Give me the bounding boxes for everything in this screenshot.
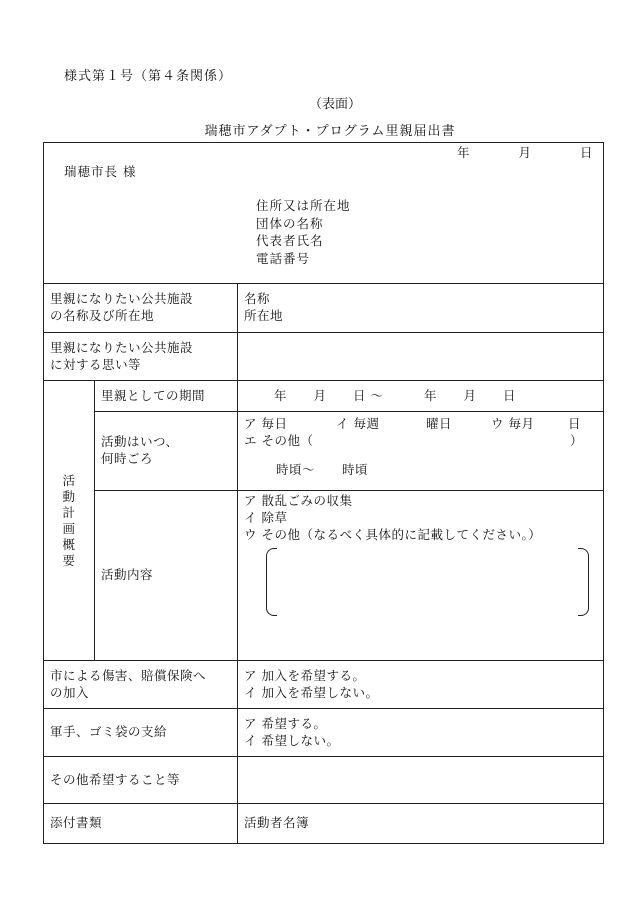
schedule-options-line2 [244, 433, 603, 450]
supplies-label: 軍手、ゴミ袋の支給 [44, 709, 238, 757]
application-form-table [43, 142, 604, 844]
bracket-left [266, 548, 277, 616]
vertical-char: 計 [62, 504, 76, 520]
other-row [44, 757, 604, 804]
period-row [44, 381, 604, 412]
time-to-label[interactable]: 時頃 [342, 462, 369, 477]
facility-name-field[interactable]: 名称 [244, 291, 271, 307]
vertical-char: 概 [62, 536, 76, 552]
vertical-char: 画 [62, 520, 76, 536]
representative-field[interactable]: 代表者氏名 [256, 233, 324, 248]
facility-label-line2: の名称及び所在地 [50, 308, 155, 323]
schedule-options-line1 [244, 416, 603, 433]
applicant-row [44, 143, 604, 284]
period-value[interactable] [238, 381, 604, 412]
monthday-label: 日 [568, 416, 582, 431]
insurance-value [238, 661, 604, 709]
content-litter-option[interactable]: ア 散乱ごみの収集 [244, 493, 353, 508]
facility-label-line1: 里親になりたい公共施設 [50, 291, 194, 307]
period-year-to: 年 [423, 387, 437, 403]
supplies-row [44, 709, 604, 757]
period-day-from: 日 ～ [353, 387, 384, 403]
facility-location-field[interactable]: 所在地 [244, 308, 284, 323]
vertical-char: 動 [62, 488, 76, 504]
thoughts-row [44, 333, 604, 381]
other-label: その他希望すること等 [44, 757, 238, 804]
schedule-monthly-option[interactable]: ウ 毎月 [491, 416, 535, 431]
vertical-char: 活 [62, 472, 76, 488]
phone-field[interactable]: 電話番号 [256, 250, 311, 266]
attachments-label: 添付書類 [44, 804, 238, 844]
time-line [244, 456, 603, 480]
content-label: 活動内容 [95, 491, 238, 661]
content-weeding-option[interactable]: イ 除草 [244, 509, 288, 525]
schedule-daily-option[interactable]: ア 毎日 [244, 416, 288, 431]
attachments-value: 活動者名簿 [238, 804, 604, 844]
bracket-right [578, 548, 589, 616]
insurance-label [44, 661, 238, 709]
facility-value[interactable] [238, 284, 604, 333]
thoughts-label-line2: に対する思い等 [50, 356, 142, 372]
insurance-no-option[interactable]: イ 加入を希望しない。 [244, 684, 379, 700]
thoughts-label-line1: 里親になりたい公共施設 [50, 339, 194, 355]
content-other-input[interactable] [266, 548, 589, 614]
applicant-info [256, 197, 351, 267]
activity-plan-vertical-label [44, 381, 95, 661]
address-field[interactable]: 住所又は所在地 [256, 198, 351, 213]
other-value[interactable] [238, 757, 604, 804]
period-month-to: 月 [463, 387, 477, 403]
facility-label [44, 284, 238, 333]
time-from-label[interactable]: 時頃～ [276, 462, 316, 477]
supplies-no-option[interactable]: イ 希望しない。 [244, 732, 340, 748]
period-day-to: 日 [502, 387, 516, 403]
facility-row [44, 284, 604, 333]
thoughts-value[interactable] [238, 333, 604, 381]
vertical-char: 要 [62, 552, 76, 568]
insurance-label-line1: 市による傷害、賠償保険へ [50, 667, 207, 683]
form-number: 様式第１号（第４条関係） [64, 69, 233, 84]
addressee: 瑞穂市長 様 [64, 164, 137, 179]
organization-field[interactable]: 団体の名称 [256, 215, 324, 231]
schedule-other-close: ） [570, 433, 584, 448]
schedule-label-line1: 活動はいつ、 [101, 434, 179, 450]
content-other-option[interactable]: ウ その他（なるべく具体的に記載してください。） [244, 526, 542, 542]
period-year-from: 年 [274, 387, 288, 403]
attachments-row [44, 804, 604, 844]
period-month-from: 月 [313, 387, 327, 403]
supplies-yes-option[interactable]: ア 希望する。 [244, 715, 327, 731]
document-title: 瑞穂市アダプト・プログラム里親届出書 [204, 124, 456, 139]
period-label: 里親としての期間 [95, 381, 238, 412]
submission-date[interactable] [435, 145, 593, 162]
content-row [44, 491, 604, 661]
schedule-value [238, 412, 604, 491]
schedule-weekly-option[interactable]: イ 毎週 [336, 416, 380, 431]
insurance-yes-option[interactable]: ア 加入を希望する。 [244, 667, 366, 683]
date-day-label: 日 [580, 145, 594, 160]
insurance-row [44, 661, 604, 709]
content-value [238, 491, 604, 661]
thoughts-label [44, 333, 238, 381]
supplies-value [238, 709, 604, 757]
face-label: （表面） [308, 97, 361, 112]
weekday-label: 曜日 [426, 416, 453, 431]
insurance-label-line2: の加入 [50, 684, 90, 700]
date-year-label: 年 [457, 145, 471, 160]
schedule-other-option[interactable]: エ その他（ [244, 433, 314, 448]
schedule-label-line2: 何時ごろ [101, 451, 154, 466]
date-month-label: 月 [518, 145, 532, 160]
applicant-cell [44, 143, 604, 284]
schedule-label [95, 412, 238, 491]
schedule-row [44, 412, 604, 491]
